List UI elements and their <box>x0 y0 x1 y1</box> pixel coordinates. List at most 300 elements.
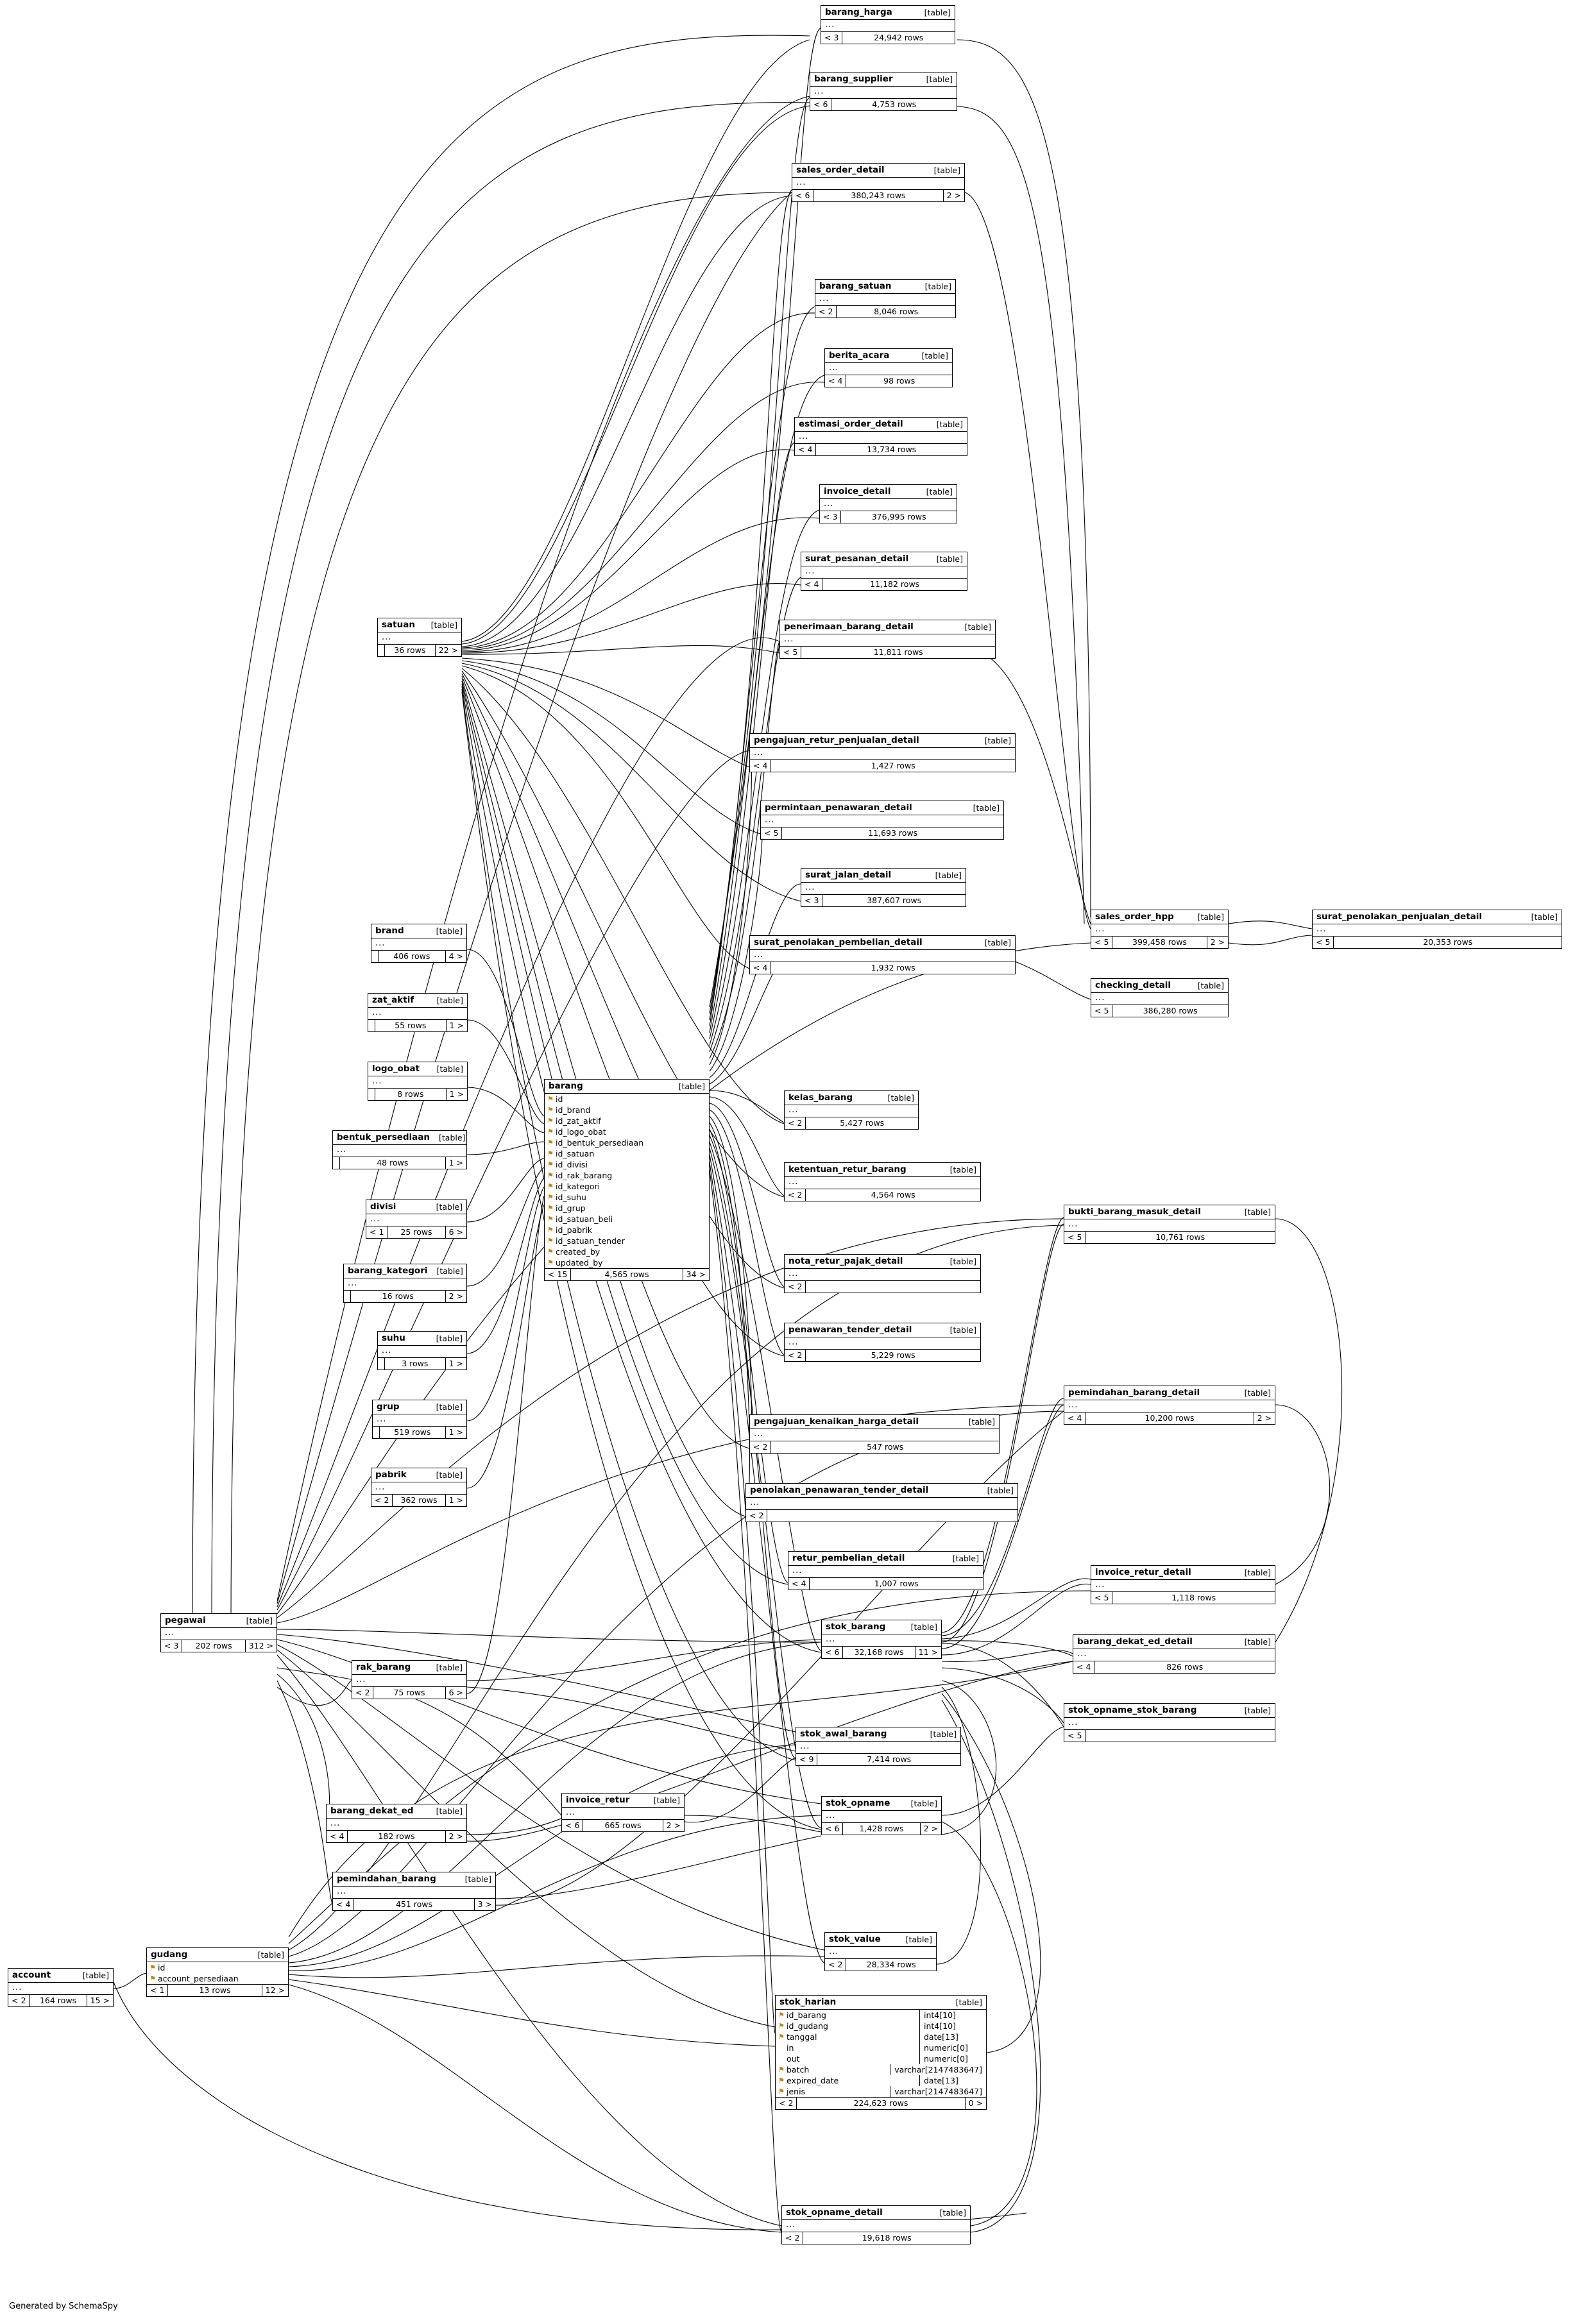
column-row[interactable] <box>776 2021 986 2031</box>
table-title <box>366 1200 466 1214</box>
table-node-sales_order_detail[interactable] <box>792 163 965 202</box>
table-node-surat_pesanan_detail[interactable] <box>801 552 967 591</box>
incoming-relations-count: < 2 <box>785 1350 806 1361</box>
table-node-berita_acara[interactable] <box>824 348 953 387</box>
row-count: 36 rows <box>385 645 436 656</box>
table-name: invoice_detail <box>824 486 891 496</box>
table-type-label: [table] <box>436 1662 463 1672</box>
table-node-barang_kategori[interactable] <box>343 1264 467 1303</box>
column-name-cell <box>545 1137 709 1148</box>
table-footer <box>1064 1730 1275 1742</box>
table-name: barang_harga <box>825 7 892 17</box>
table-title <box>1091 1566 1275 1580</box>
column-row[interactable] <box>545 1137 709 1148</box>
columns-collapsed-ellipsis: ... <box>327 1819 466 1831</box>
table-name: berita_acara <box>829 350 890 360</box>
table-footer <box>1064 1232 1275 1243</box>
table-footer <box>545 1269 709 1280</box>
row-count: 451 rows <box>354 1899 474 1910</box>
columns-collapsed-ellipsis: ... <box>785 1105 918 1117</box>
table-title <box>373 1400 466 1414</box>
row-count: 376,995 rows <box>871 512 926 522</box>
incoming-relations-count: < 6 <box>792 190 813 201</box>
incoming-relations-count: < 5 <box>780 647 801 658</box>
table-title <box>785 1091 918 1105</box>
foreign-key-icon: ⚑ <box>547 1259 554 1267</box>
incoming-relations-count: < 1 <box>147 1985 168 1996</box>
table-title <box>1091 910 1228 924</box>
column-name: id <box>556 1094 563 1104</box>
table-node-satuan[interactable] <box>377 618 462 657</box>
table-title <box>378 618 461 632</box>
outgoing-relations-count: 1 > <box>448 1359 463 1368</box>
table-type-label: [table] <box>955 1997 982 2007</box>
columns-collapsed-ellipsis: ... <box>378 632 461 645</box>
column-row[interactable] <box>545 1235 709 1246</box>
table-title <box>810 72 957 87</box>
table-node-account[interactable] <box>8 1968 114 2007</box>
column-row[interactable] <box>147 1973 288 1984</box>
table-footer <box>820 511 957 523</box>
table-title <box>785 1163 980 1177</box>
table-name: stok_value <box>829 1934 881 1944</box>
outgoing-relations-count: 2 > <box>1210 937 1225 947</box>
columns-collapsed-ellipsis: ... <box>161 1628 277 1640</box>
column-name: id_gudang <box>787 2021 828 2031</box>
table-footer <box>822 1823 941 1835</box>
table-node-invoice_retur_detail[interactable] <box>1091 1565 1275 1604</box>
table-footer <box>366 1226 466 1238</box>
column-name-cell <box>545 1235 709 1246</box>
table-footer <box>1091 1592 1275 1604</box>
columns-collapsed-ellipsis: ... <box>801 883 966 895</box>
column-row[interactable] <box>545 1094 709 1105</box>
column-row[interactable] <box>545 1225 709 1235</box>
column-name: id_zat_aktif <box>556 1116 601 1126</box>
table-type-label: [table] <box>436 1333 463 1343</box>
row-count: 24,942 rows <box>874 33 924 42</box>
column-name: expired_date <box>787 2076 839 2085</box>
table-type-label: [table] <box>910 1622 937 1632</box>
incoming-relations-count: < 5 <box>1064 1730 1085 1742</box>
table-footer <box>810 99 957 110</box>
column-list <box>147 1962 288 1985</box>
table-type-label: [table] <box>1244 1207 1271 1217</box>
table-node-divisi[interactable] <box>366 1200 467 1239</box>
table-type-label: [table] <box>257 1949 284 1960</box>
table-title <box>8 1969 113 1983</box>
column-name: tanggal <box>787 2032 817 2042</box>
table-node-checking_detail[interactable] <box>1091 978 1229 1017</box>
table-title <box>785 1255 980 1269</box>
column-row[interactable] <box>776 2064 986 2075</box>
table-node-surat_jalan_detail[interactable] <box>801 868 966 907</box>
table-node-permintaan_penawaran_detail[interactable] <box>760 801 1004 840</box>
column-name-cell <box>545 1257 709 1268</box>
column-row[interactable] <box>545 1105 709 1115</box>
table-node-pengajuan_kenaikan_harga_detail[interactable] <box>749 1414 1000 1454</box>
row-count: 547 rows <box>867 1442 904 1452</box>
column-name-cell <box>545 1246 709 1257</box>
table-type-label: [table] <box>964 622 991 632</box>
table-name: surat_penolakan_penjualan_detail <box>1316 912 1483 922</box>
table-node-barang[interactable] <box>544 1079 710 1281</box>
table-node-ketentuan_retur_barang[interactable] <box>784 1162 981 1201</box>
table-type-label: [table] <box>936 554 963 564</box>
column-name-cell <box>776 2086 890 2097</box>
table-node-estimasi_order_detail[interactable] <box>794 417 967 456</box>
table-title <box>820 485 957 499</box>
columns-collapsed-ellipsis: ... <box>821 20 955 32</box>
row-count: 13,734 rows <box>867 445 917 454</box>
row-count: 11,811 rows <box>873 647 923 657</box>
table-name: estimasi_order_detail <box>799 419 903 429</box>
table-name: sales_order_hpp <box>1095 912 1174 922</box>
foreign-key-icon: ⚑ <box>778 2011 785 2019</box>
table-node-invoice_detail[interactable] <box>819 484 957 523</box>
table-name: invoice_retur <box>566 1795 630 1805</box>
column-row[interactable] <box>776 2010 986 2021</box>
column-row[interactable] <box>776 2053 986 2064</box>
incoming-relations-count: < 2 <box>785 1281 806 1293</box>
table-title <box>788 1552 983 1566</box>
table-node-gudang[interactable] <box>146 1947 289 1997</box>
row-count: 16 rows <box>351 1291 446 1302</box>
outgoing-relations-count: 312 > <box>248 1641 273 1650</box>
column-row[interactable] <box>545 1126 709 1137</box>
table-node-stok_value[interactable] <box>824 1932 937 1971</box>
column-row[interactable] <box>147 1962 288 1973</box>
row-count: 10,761 rows <box>1155 1232 1205 1242</box>
row-count: 20,353 rows <box>1423 937 1473 947</box>
table-name: bukti_barang_masuk_detail <box>1068 1207 1201 1217</box>
outgoing-relations-count: 1 > <box>449 1089 464 1099</box>
incoming-relations-count: < 3 <box>821 32 842 44</box>
table-title <box>782 2206 970 2220</box>
table-node-retur_pembelian_detail[interactable] <box>788 1551 983 1590</box>
column-row[interactable] <box>545 1148 709 1159</box>
columns-collapsed-ellipsis: ... <box>785 1177 980 1189</box>
table-node-stok_opname_detail[interactable] <box>781 2205 971 2244</box>
columns-collapsed-ellipsis: ... <box>371 1482 466 1495</box>
outgoing-relations-count: 0 > <box>968 2098 983 2108</box>
incoming-relations-count: < 2 <box>746 1510 767 1522</box>
table-node-pegawai[interactable] <box>160 1613 277 1652</box>
table-title <box>371 1468 466 1482</box>
columns-collapsed-ellipsis: ... <box>822 1811 941 1823</box>
table-footer <box>750 760 1015 772</box>
table-title <box>825 1933 936 1947</box>
column-type: int4[10] <box>919 2010 986 2021</box>
table-node-stok_barang[interactable] <box>821 1620 942 1659</box>
table-type-label: [table] <box>436 1064 463 1074</box>
table-node-barang_supplier[interactable] <box>810 72 957 111</box>
table-footer <box>368 1020 467 1031</box>
table-name: brand <box>375 926 404 936</box>
column-type: varchar[2147483647] <box>890 2064 986 2075</box>
row-count: 55 rows <box>375 1020 447 1031</box>
column-row[interactable] <box>545 1246 709 1257</box>
incoming-relations-count <box>371 951 379 962</box>
table-node-bukti_barang_masuk_detail[interactable] <box>1064 1205 1275 1244</box>
table-node-bentuk_persediaan[interactable] <box>332 1130 467 1169</box>
table-name: barang_kategori <box>348 1266 428 1276</box>
row-count: 98 rows <box>883 376 915 386</box>
column-name: in <box>787 2043 794 2053</box>
table-node-penerimaan_barang_detail[interactable] <box>779 620 996 659</box>
table-type-label: [table] <box>935 870 962 880</box>
outgoing-relations-count: 1 > <box>448 1158 463 1167</box>
table-type-label: [table] <box>926 74 953 84</box>
table-title <box>333 1872 495 1887</box>
table-type-label: [table] <box>678 1081 705 1091</box>
table-footer <box>371 951 466 962</box>
table-footer <box>821 32 955 44</box>
row-count: 75 rows <box>373 1687 445 1699</box>
table-footer <box>161 1640 277 1652</box>
column-row[interactable] <box>776 2031 986 2042</box>
incoming-relations-count: < 3 <box>801 895 822 906</box>
table-node-penawaran_tender_detail[interactable] <box>784 1323 981 1362</box>
table-node-kelas_barang[interactable] <box>784 1090 919 1130</box>
table-footer <box>746 1510 1017 1522</box>
table-footer <box>776 2098 986 2109</box>
table-name: surat_pesanan_detail <box>805 554 909 564</box>
table-type-label: [table] <box>1244 1636 1271 1647</box>
row-count: 19,618 rows <box>862 2233 912 2243</box>
columns-collapsed-ellipsis: ... <box>810 87 957 99</box>
columns-collapsed-ellipsis: ... <box>822 1634 941 1647</box>
columns-collapsed-ellipsis: ... <box>825 363 952 375</box>
primary-key-icon: ⚑ <box>778 2065 785 2074</box>
row-count: 32,168 rows <box>843 1647 915 1658</box>
outgoing-relations-count: 3 > <box>477 1899 492 1909</box>
column-row[interactable] <box>545 1192 709 1203</box>
column-row[interactable] <box>545 1115 709 1126</box>
table-node-barang_dekat_ed[interactable] <box>326 1804 467 1843</box>
incoming-relations-count: < 2 <box>782 2232 803 2244</box>
table-title <box>147 1948 288 1962</box>
column-name-cell <box>545 1203 709 1214</box>
table-type-label: [table] <box>949 1164 976 1175</box>
table-footer <box>1091 937 1228 948</box>
table-node-logo_obat[interactable] <box>368 1062 468 1101</box>
row-count: 1,007 rows <box>874 1579 919 1588</box>
column-type: numeric[0] <box>919 2053 986 2064</box>
table-node-sales_order_hpp[interactable] <box>1091 910 1229 949</box>
table-title <box>750 936 1015 950</box>
table-name: barang_dekat_ed_detail <box>1077 1636 1193 1647</box>
foreign-key-icon: ⚑ <box>778 2022 785 2030</box>
row-count <box>1085 1730 1275 1742</box>
row-count: 224,623 rows <box>797 2098 965 2109</box>
columns-collapsed-ellipsis: ... <box>1091 993 1228 1005</box>
table-node-surat_penolakan_penjualan_detail[interactable] <box>1312 910 1562 949</box>
outgoing-relations-count: 6 > <box>448 1688 463 1697</box>
column-row[interactable] <box>545 1257 709 1268</box>
incoming-relations-count: < 4 <box>801 579 822 590</box>
columns-collapsed-ellipsis: ... <box>782 2220 970 2232</box>
table-node-stok_harian[interactable] <box>775 1995 987 2110</box>
columns-collapsed-ellipsis: ... <box>796 1742 960 1754</box>
row-count: 1,118 rows <box>1171 1593 1216 1602</box>
row-count: 362 rows <box>393 1495 445 1506</box>
incoming-relations-count: < 4 <box>333 1899 354 1910</box>
row-count: 406 rows <box>379 951 446 962</box>
table-node-barang_dekat_ed_detail[interactable] <box>1073 1634 1275 1674</box>
columns-collapsed-ellipsis: ... <box>801 566 967 579</box>
foreign-key-icon: ⚑ <box>547 1182 554 1191</box>
incoming-relations-count <box>344 1291 351 1302</box>
table-node-stok_opname_stok_barang[interactable] <box>1064 1703 1275 1742</box>
table-type-label: [table] <box>464 1874 491 1884</box>
table-footer <box>8 1995 113 2006</box>
table-node-brand[interactable] <box>371 924 467 963</box>
table-type-label: [table] <box>924 281 951 291</box>
table-node-penolakan_penawaran_tender_detail[interactable] <box>745 1483 1018 1522</box>
table-title <box>796 1727 960 1742</box>
column-row[interactable] <box>776 2075 986 2086</box>
columns-collapsed-ellipsis: ... <box>1064 1718 1275 1730</box>
table-type-label: [table] <box>436 1266 463 1276</box>
incoming-relations-count: < 5 <box>761 827 782 839</box>
foreign-key-icon: ⚑ <box>547 1193 554 1201</box>
table-node-suhu[interactable] <box>377 1331 467 1370</box>
table-node-stok_opname[interactable] <box>821 1796 942 1835</box>
outgoing-relations-count: 22 > <box>438 645 458 655</box>
columns-collapsed-ellipsis: ... <box>366 1214 466 1226</box>
table-footer <box>761 827 1003 839</box>
table-name: rak_barang <box>356 1662 411 1672</box>
outgoing-relations-count: 1 > <box>448 1427 463 1437</box>
table-node-surat_penolakan_pembelian_detail[interactable] <box>749 935 1016 974</box>
table-node-barang_satuan[interactable] <box>815 279 956 318</box>
table-title <box>371 924 466 938</box>
foreign-key-icon: ⚑ <box>547 1204 554 1212</box>
column-row[interactable] <box>545 1159 709 1170</box>
table-name: account <box>12 1970 51 1980</box>
incoming-relations-count: < 2 <box>785 1189 806 1201</box>
table-name: pemindahan_barang_detail <box>1068 1387 1200 1398</box>
table-title <box>815 280 955 294</box>
table-type-label: [table] <box>1244 1387 1271 1398</box>
table-type-label: [table] <box>82 1970 109 1980</box>
incoming-relations-count: < 4 <box>750 760 771 772</box>
table-type-label: [table] <box>1244 1567 1271 1577</box>
row-count: 387,607 rows <box>867 895 922 905</box>
table-footer <box>801 895 966 906</box>
column-name-cell <box>545 1148 709 1159</box>
table-node-barang_harga[interactable] <box>821 5 955 44</box>
table-footer <box>825 1959 936 1971</box>
table-title <box>822 1620 941 1634</box>
incoming-relations-count: < 4 <box>1064 1412 1085 1424</box>
table-footer <box>785 1350 980 1361</box>
table-node-grup[interactable] <box>372 1400 467 1439</box>
columns-collapsed-ellipsis: ... <box>1064 1219 1275 1232</box>
row-count: 48 rows <box>340 1157 446 1169</box>
row-count: 399,458 rows <box>1112 937 1207 948</box>
column-name-cell <box>776 2064 890 2075</box>
incoming-relations-count: < 6 <box>562 1820 583 1831</box>
table-name: pegawai <box>165 1615 206 1625</box>
table-type-label: [table] <box>430 620 457 630</box>
table-type-label: [table] <box>973 802 1000 813</box>
table-footer <box>368 1089 467 1100</box>
table-type-label: [table] <box>968 1416 995 1427</box>
columns-collapsed-ellipsis: ... <box>792 178 964 190</box>
column-name: id_satuan_beli <box>556 1214 613 1224</box>
column-row[interactable] <box>545 1181 709 1192</box>
row-count: 665 rows <box>583 1820 663 1831</box>
table-name: barang_dekat_ed <box>330 1806 414 1816</box>
incoming-relations-count <box>378 1358 385 1370</box>
column-name: created_by <box>556 1247 600 1257</box>
table-title <box>750 734 1015 748</box>
table-footer <box>327 1831 466 1842</box>
column-row[interactable] <box>776 2042 986 2053</box>
table-name: stok_harian <box>779 1997 837 2007</box>
table-footer <box>147 1985 288 1996</box>
table-footer <box>825 375 952 387</box>
table-title <box>746 1484 1017 1498</box>
table-name: ketentuan_retur_barang <box>788 1164 907 1175</box>
column-name-cell <box>545 1105 709 1115</box>
table-type-label: [table] <box>436 926 463 936</box>
row-count: 164 rows <box>30 1995 87 2006</box>
column-row[interactable] <box>545 1170 709 1181</box>
table-node-invoice_retur[interactable] <box>561 1793 685 1832</box>
column-list <box>545 1094 709 1269</box>
table-name: checking_detail <box>1095 980 1171 990</box>
table-node-rak_barang[interactable] <box>352 1660 467 1699</box>
table-name: nota_retur_pajak_detail <box>788 1256 903 1266</box>
columns-collapsed-ellipsis: ... <box>333 1145 466 1157</box>
incoming-relations-count: < 5 <box>1091 937 1112 948</box>
table-title <box>1073 1635 1275 1649</box>
table-node-pabrik[interactable] <box>371 1468 467 1507</box>
columns-collapsed-ellipsis: ... <box>352 1675 466 1687</box>
table-node-zat_aktif[interactable] <box>368 993 468 1032</box>
table-title <box>761 801 1003 815</box>
table-name: surat_penolakan_pembelian_detail <box>754 937 923 947</box>
columns-collapsed-ellipsis: ... <box>344 1278 466 1291</box>
incoming-relations-count <box>378 645 385 656</box>
column-row[interactable] <box>776 2086 986 2097</box>
column-row[interactable] <box>545 1203 709 1214</box>
columns-collapsed-ellipsis: ... <box>825 1947 936 1959</box>
outgoing-relations-count: 15 > <box>90 1996 110 2005</box>
row-count: 13 rows <box>168 1985 262 1996</box>
incoming-relations-count: < 2 <box>371 1495 393 1506</box>
table-name: kelas_barang <box>788 1092 853 1103</box>
incoming-relations-count: < 6 <box>822 1823 843 1835</box>
outgoing-relations-count: 2 > <box>923 1824 938 1833</box>
table-footer <box>785 1189 980 1201</box>
table-node-stok_awal_barang[interactable] <box>796 1727 961 1766</box>
column-name: updated_by <box>556 1258 603 1268</box>
table-title <box>1064 1205 1275 1219</box>
table-node-pengajuan_retur_penjualan_detail[interactable] <box>749 733 1016 772</box>
table-node-nota_retur_pajak_detail[interactable] <box>784 1254 981 1293</box>
row-count: 4,565 rows <box>571 1269 683 1280</box>
table-node-pemindahan_barang_detail[interactable] <box>1064 1386 1275 1425</box>
table-name: permintaan_penawaran_detail <box>765 802 912 813</box>
incoming-relations-count: < 4 <box>825 375 846 387</box>
table-node-pemindahan_barang[interactable] <box>332 1872 496 1911</box>
column-row[interactable] <box>545 1214 709 1225</box>
column-name: id_rak_barang <box>556 1171 613 1180</box>
